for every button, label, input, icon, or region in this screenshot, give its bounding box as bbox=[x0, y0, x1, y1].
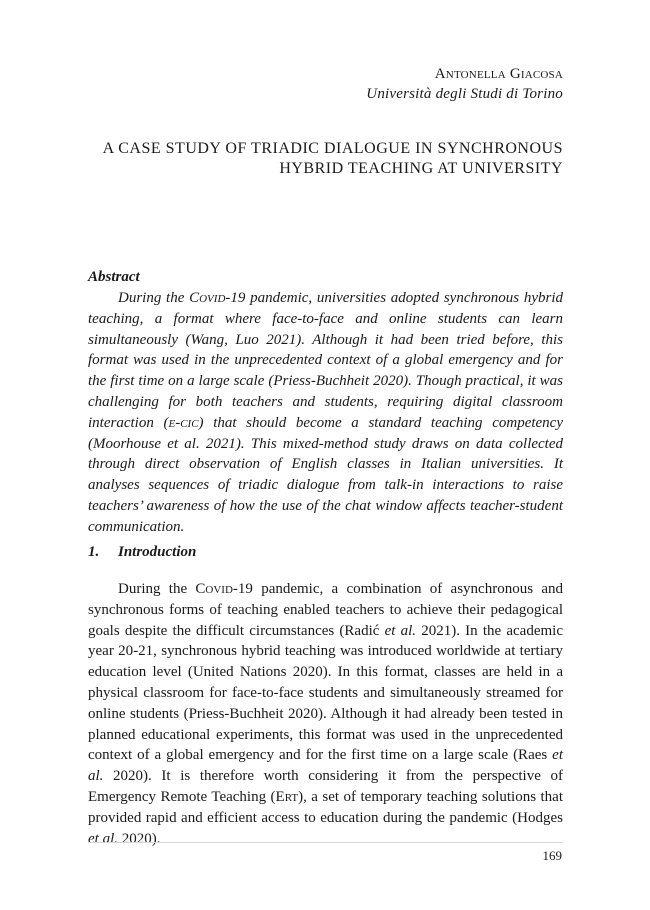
title-line-2: HYBRID TEACHING AT UNIVERSITY bbox=[279, 160, 563, 177]
introduction-paragraph bbox=[88, 579, 563, 849]
intro-etal-3: et al. bbox=[88, 830, 118, 847]
intro-etal-2: et al. bbox=[88, 747, 563, 785]
intro-part-6: 2020). bbox=[118, 830, 161, 847]
abstract-text bbox=[88, 288, 563, 538]
paper-title bbox=[93, 139, 563, 179]
author-block bbox=[366, 64, 563, 104]
abstract-heading: Abstract bbox=[88, 269, 140, 285]
intro-part-1: During the bbox=[118, 581, 196, 597]
intro-etal-1: et al. bbox=[384, 622, 417, 639]
footer-divider bbox=[88, 842, 563, 843]
intro-part-5: ), a set of temporary teaching solutions that provided rapid and efficient access to education during the pandemic (Hodges bbox=[88, 788, 563, 826]
title-line-1: A CASE STUDY OF TRIADIC DIALOGUE IN SYNCHRONOUS bbox=[102, 140, 563, 157]
author-first-name: Antonella bbox=[434, 66, 506, 82]
abstract-covid-term: Covid bbox=[189, 290, 226, 306]
author-name bbox=[366, 64, 563, 84]
intro-ert-term: Ert bbox=[275, 788, 299, 805]
intro-part-4: 2020). It is therefore worth considering it from the perspective of Emergency Remote Teaching ( bbox=[88, 768, 563, 805]
abstract-part-2: -19 pandemic, universities adopted synchronous hybrid teaching, a format where face-to-face and online students can learn simultaneously (Wang, Luo 2021). Although it had been tried before, this format was used in the unprecedented context of a global emergency and for the first time on a large scale (Priess-Buchheit 2020). Though practical, it was challenging for both teachers and students, requiring digital classroom interaction ( bbox=[88, 290, 563, 431]
section-title: Introduction bbox=[118, 544, 197, 560]
section-heading bbox=[88, 544, 196, 561]
author-affiliation: Università degli Studi di Torino bbox=[366, 86, 563, 102]
intro-part-3: 2021). In the academic year 20-21, synchronous hybrid teaching was introduced worldwide at tertiary education level (United Nations 2020). In this format, classes are held in a physical classroom for face-to-face students and simultaneously streamed for online students (Priess-Buchheit 2020). Although it had already been tested in planned educational experiments, this format was used in the unprecedented context of a global emergency and for the first time on a large scale (Raes bbox=[88, 622, 563, 764]
intro-part-2: -19 pandemic, a combination of asynchronous and synchronous forms of teaching enabled teachers to achieve their pedagogical goals despite the difficult circumstances (Radić bbox=[88, 581, 563, 639]
abstract-part-3: ) that should become a standard teaching competency (Moorhouse et al. 2021). This mixed-method study draws on data collected through direct observation of English classes in Italian universities. It analyses sequences of triadic dialogue from talk-in interactions to raise teachers’ awareness of how the use of the chat window affects teacher-student communication. bbox=[88, 414, 563, 535]
intro-covid-term: Covid bbox=[195, 581, 233, 597]
abstract-part-1: During the bbox=[118, 290, 190, 306]
section-number: 1. bbox=[88, 544, 100, 560]
page-number: 169 bbox=[542, 848, 562, 863]
author-last-name: Giacosa bbox=[509, 66, 563, 82]
abstract-ecic-term: e-cic bbox=[168, 414, 199, 431]
